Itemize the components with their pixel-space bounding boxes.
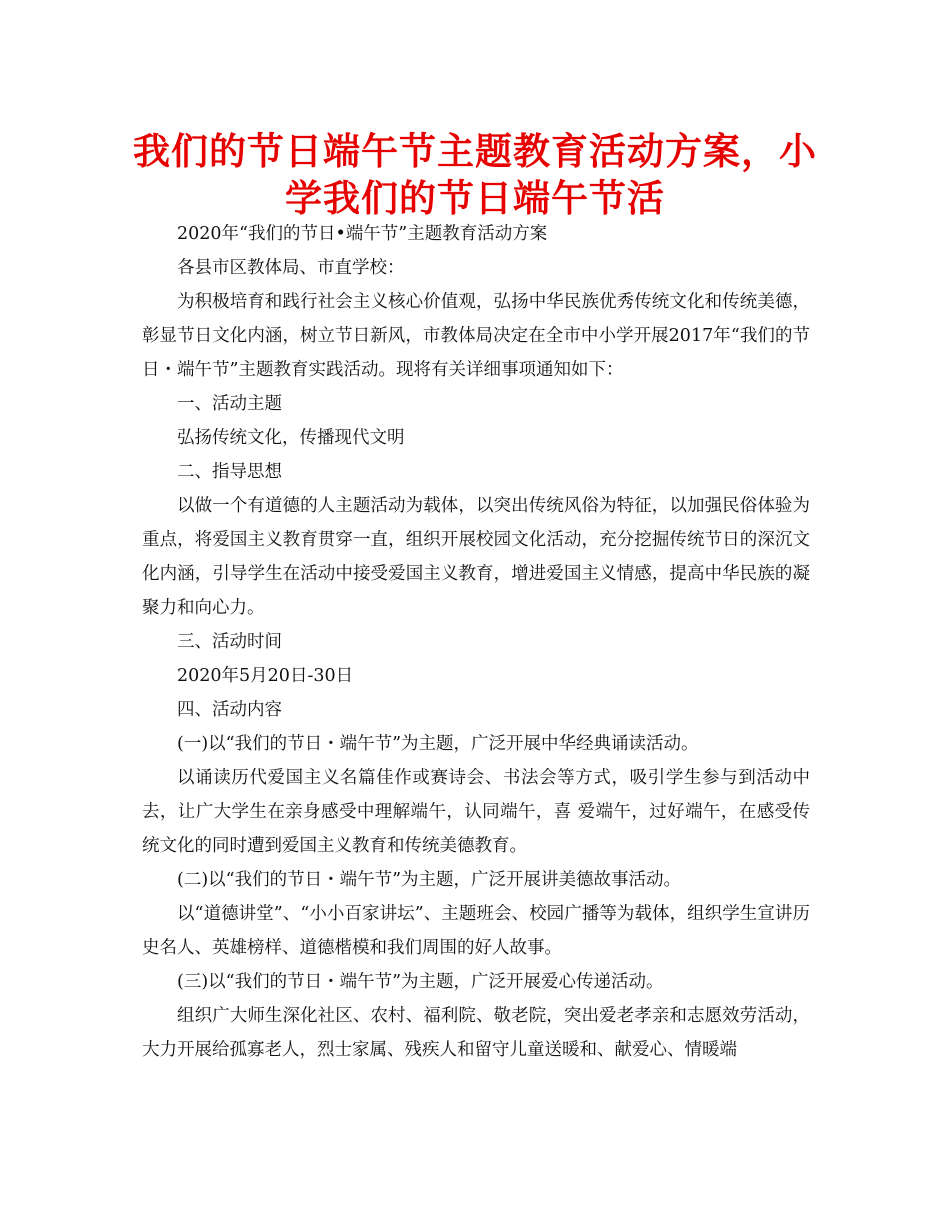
document-body [142, 217, 810, 1067]
paragraph-heading-line: 2020年“我们的节日•端午节”主题教育活动方案 [177, 224, 548, 244]
paragraph-theme: 弘扬传统文化，传播现代文明 [177, 428, 405, 448]
section-heading-time: 三、活动时间 [177, 632, 282, 652]
subheading-activity-2: (二)以“我们的节日・端午节”为主题，广泛开展讲美德故事活动。 [177, 870, 682, 890]
paragraph-activity-1: 以诵读历代爱国主义名篇佳作或赛诗会、书法会等方式，吸引学生参与到活动中去，让广大学生在亲身感受中理解端午，认同端午，喜 爱端午，过好端午，在感受传统文化的同时遭到爱国主义教育和传统美德教育。 [142, 768, 810, 856]
document-title: 我们的节日端午节主题教育活动方案，小学我们的节日端午节活 [133, 130, 817, 220]
section-heading-guiding-idea: 二、指导思想 [177, 462, 282, 482]
paragraph-activity-3: 组织广大师生深化社区、农村、福利院、敬老院，突出爱老孝亲和志愿效劳活动，大力开展给孤寡老人，烈士家属、残疾人和留守儿童送暖和、献爱心、情暖端 [142, 1006, 810, 1060]
paragraph-addressee: 各县市区教体局、市直学校： [177, 258, 405, 278]
subheading-activity-3: (三)以“我们的节日・端午节”为主题，广泛开展爱心传递活动。 [177, 972, 664, 992]
section-heading-content: 四、活动内容 [177, 700, 282, 720]
subheading-activity-1: (一)以“我们的节日・端午节”为主题，广泛开展中华经典诵读活动。 [177, 734, 699, 754]
paragraph-activity-2: 以“道德讲堂”、“小小百家讲坛”、主题班会、校园广播等为载体，组织学生宣讲历史名人、英雄榜样、道德楷模和我们周围的好人故事。 [142, 904, 810, 958]
paragraph-guiding-idea: 以做一个有道德的人主题活动为载体，以突出传统风俗为特征，以加强民俗体验为重点，将爱国主义教育贯穿一直，组织开展校园文化活动，充分挖掘传统节日的深沉文化内涵，引导学生在活动中接受爱国主义教育，增进爱国主义情感，提高中华民族的凝聚力和向心力。 [142, 496, 810, 618]
section-heading-theme: 一、活动主题 [177, 394, 282, 414]
paragraph-time: 2020年5月20日-30日 [177, 666, 354, 686]
paragraph-intro: 为积极培育和践行社会主义核心价值观，弘扬中华民族优秀传统文化和传统美德，彰显节日文化内涵，树立节日新风，市教体局决定在全市中小学开展2017年“我们的节日・端午节”主题教育实践活动。现将有关详细事项通知如下： [142, 292, 810, 380]
